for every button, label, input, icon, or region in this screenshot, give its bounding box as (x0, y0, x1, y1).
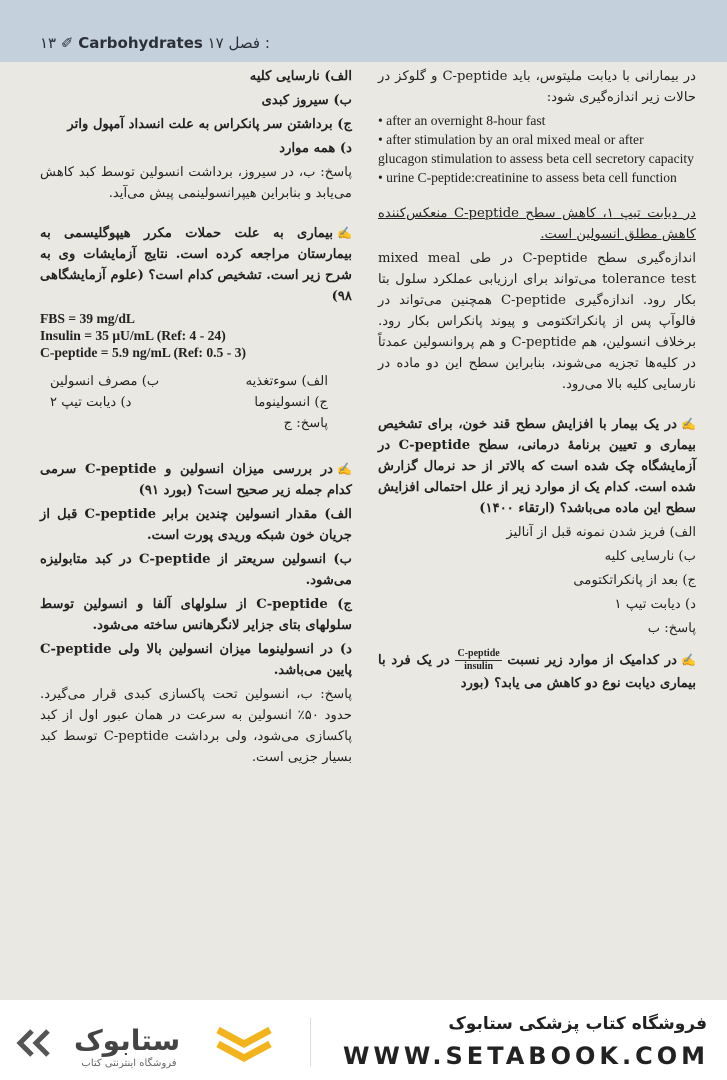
bullet-list (378, 111, 696, 187)
choice: الف) سوءتغذیه (245, 374, 328, 389)
answer: پاسخ: ب (647, 621, 696, 636)
choice: الف) مقدار انسولین چندین برابر C-peptide قبل از جریان خون شبکه وریدی پورت است. (40, 507, 352, 543)
question-5: ✍در کدامیک از موارد زیر نسبت $\frac{\text{C-peptide}}{\text{insulin}}$ در یک فرد با بیماری دیابت نوع دو کاهش می یابد؟ (بورد (378, 648, 697, 691)
chevron-icon (14, 1028, 68, 1058)
choice: ج) انسولینوما (254, 395, 328, 410)
choice: الف) فریز شدن نمونه قبل از آنالیز (506, 525, 696, 540)
pen-icon: ✍ (337, 226, 352, 240)
lab-cpeptide: C-peptide = 5.9 ng/mL (Ref: 0.5 - 3) (40, 345, 246, 360)
bookmark-icon: ✐ (60, 34, 74, 52)
choice: ب) مصرف انسولین (50, 374, 160, 389)
question-4: ✍در یک بیمار با افزایش سطح قند خون، برای تشخیص بیماری و تعیین برنامهٔ درمانی، سطح C-peptide در آزمایشگاه چک شده است که بالاتر از حد نرمال گزارش شده است. کدام یک از موارد زیر از علل احتمالی افزایش سطح این ماده می‌باشد؟ (ارتقاء ۱۴۰۰) (378, 414, 696, 519)
bullet-item: • urine C-peptide:creatinine to assess beta cell function (378, 170, 677, 185)
choice: ب) سیروز کبدی (261, 93, 352, 108)
choice: د) دیابت تیپ ۱ (614, 597, 696, 612)
store-title: فروشگاه کتاب پزشکی ستابوک (448, 1014, 707, 1034)
choice: الف) نارسایی کلیه (249, 69, 352, 84)
store-url[interactable]: WWW.SETABOOK.COM (342, 1042, 709, 1070)
paragraph-intro: در بیمارانی با دیابت ملیتوس، باید C-peptide و گلوکز در حالات زیر اندازه‌گیری شود: (378, 69, 696, 105)
bullet-item: • after stimulation by an oral mixed meal or after glucagon stimulation to assess beta cell secretory capacity (378, 132, 694, 166)
store-footer (0, 1000, 727, 1080)
chapter-label: فصل ۱۷ : (207, 34, 270, 52)
answer: پاسخ: ب، در سیروز، برداشت انسولین توسط کبد کاهش می‌یابد و بنابراین هیپرانسولینمی پیش می‌آید. (40, 165, 352, 201)
right-column (378, 66, 696, 697)
choice: ب) نارسایی کلیه (604, 549, 696, 564)
left-column (40, 66, 352, 771)
pen-icon: ✍ (337, 462, 352, 476)
question-2: ✍بیماری به علت حملات مکرر هیپوگلیسمی به بیمارستان مراجعه کرده است. نتایج آزمایشات وی به شرح زیر است. تشخیص کدام است؟ (علوم آزمایشگاهی ۹۸) (40, 223, 352, 307)
question-3: ✍در بررسی میزان انسولین و C-peptide سرمی کدام جمله زیر صحیح است؟ (بورد ۹۱) (40, 459, 352, 501)
choice: د) دیابت تیپ ۲ (50, 395, 132, 410)
choice: ج) بعد از پانکراتکتومی (573, 573, 696, 588)
setabook-logo (14, 1018, 279, 1070)
pen-icon: ✍ (681, 653, 697, 667)
choice-row (40, 371, 352, 392)
page-header (0, 0, 727, 62)
answer: پاسخ: ج (283, 416, 328, 431)
lab-results (40, 310, 352, 361)
ratio-fraction: $\frac{\text{C-peptide}}{\text{insulin}}$ (457, 648, 500, 672)
pen-icon: ✍ (681, 417, 696, 431)
paragraph-type1: در دیابت تیپ ۱، کاهش سطح C-peptide منعکس‌کننده کاهش مطلق انسولین است. (378, 206, 696, 242)
lab-fbs: FBS = 39 mg/dL (40, 311, 135, 326)
header-line (40, 34, 270, 52)
answer: پاسخ: ب، انسولین تحت پاکسازی کبدی قرار می‌گیرد. حدود ۵۰٪ انسولین به سرعت در همان عبور اول از کبد پاکسازی می‌شود، ولی برداشت C-peptide توسط کبد بسیار جزیی است. (40, 687, 352, 765)
paragraph-cpeptide: اندازه‌گیری سطح C-peptide در طی mixed meal tolerance test می‌تواند برای ارزیابی عملکرد سلول بتا بکار رود. اندازه‌گیری C-peptide همچنین می‌تواند در فالوآپ پس از پانکراتکتومی و پیوند پانکراس بکار رود. برخلاف انسولین، هم C-peptide و هم پروانسولین عمدتاً در کلیه‌ها تجزیه می‌شوند، بنابراین سطح این دو ماده در نارسایی کلیه بالا می‌رود. (378, 251, 697, 392)
choice-row (40, 392, 352, 413)
choice: د) در انسولینوما میزان انسولین بالا ولی C-peptide پایین می‌باشد. (40, 642, 352, 678)
choice: د) همه موارد (279, 141, 352, 156)
logo-subtitle: فروشگاه اینترنتی کتاب (81, 1058, 177, 1069)
bullet-item: • after an overnight 8-hour fast (378, 113, 546, 128)
chapter-title: Carbohydrates (78, 34, 203, 52)
choice: ج) C-peptide از سلولهای آلفا و انسولین توسط سلولهای بتای جزایر لانگرهانس ساخته می‌شود. (40, 597, 353, 633)
choice: ج) برداشتن سر پانکراس به علت انسداد آمپول واتر (67, 117, 352, 132)
lab-insulin: Insulin = 35 μU/mL (Ref: 4 - 24) (40, 328, 226, 343)
page-number: ۱۳ (40, 34, 57, 52)
choice: ب) انسولین سریعتر از C-peptide در کبد متابولیزه می‌شود. (40, 552, 352, 588)
logo-text: ستابوک (74, 1024, 181, 1057)
book-stack-icon (214, 1020, 274, 1068)
footer-divider (310, 1018, 311, 1066)
